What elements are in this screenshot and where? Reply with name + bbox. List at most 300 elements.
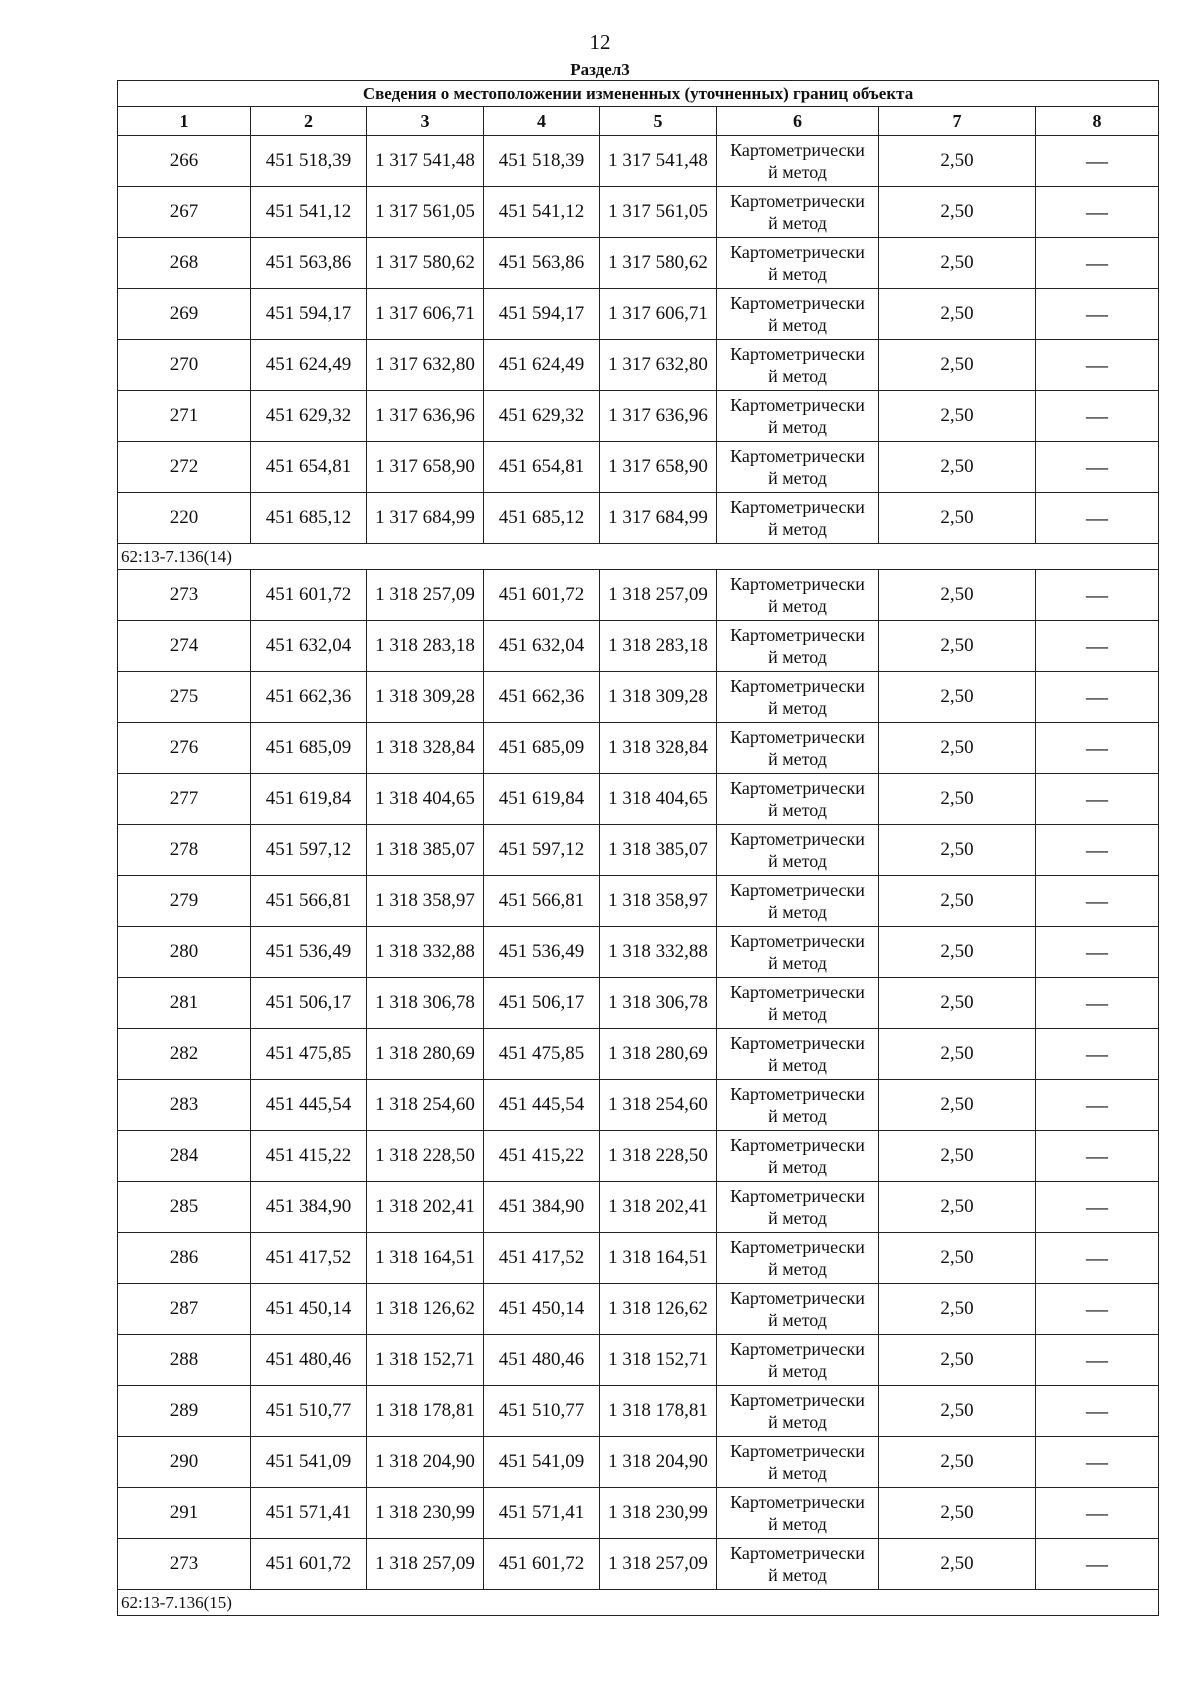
y-new-cell: 1 318 126,62 [600, 1284, 717, 1335]
table-caption: Сведения о местоположении измененных (уточненных) границ объекта [118, 81, 1159, 107]
y-new-cell: 1 318 228,50 [600, 1131, 717, 1182]
y-new-cell: 1 317 636,96 [600, 391, 717, 442]
table-row [118, 238, 1159, 289]
method-line: Картометрически [730, 1288, 865, 1308]
method-line: й метод [768, 1565, 827, 1585]
description-cell: — [1036, 978, 1159, 1029]
point-number-cell: 266 [118, 136, 251, 187]
column-header: 6 [717, 107, 879, 136]
method-line: й метод [768, 1463, 827, 1483]
method-line: Картометрически [730, 1186, 865, 1206]
description-cell: — [1036, 1386, 1159, 1437]
description-cell: — [1036, 1335, 1159, 1386]
accuracy-cell: 2,50 [879, 136, 1036, 187]
x-new-cell: 451 563,86 [484, 238, 600, 289]
y-existing-cell: 1 318 126,62 [367, 1284, 484, 1335]
method-line: Картометрически [730, 1441, 865, 1461]
method-line: й метод [768, 647, 827, 667]
method-cell [717, 391, 879, 442]
table-row [118, 825, 1159, 876]
method-cell [717, 1233, 879, 1284]
method-cell [717, 876, 879, 927]
x-existing-cell: 451 619,84 [251, 774, 367, 825]
table-row [118, 1284, 1159, 1335]
point-number-cell: 285 [118, 1182, 251, 1233]
y-new-cell: 1 317 606,71 [600, 289, 717, 340]
x-new-cell: 451 415,22 [484, 1131, 600, 1182]
accuracy-cell: 2,50 [879, 1437, 1036, 1488]
method-line: й метод [768, 749, 827, 769]
description-cell: — [1036, 391, 1159, 442]
method-line: й метод [768, 366, 827, 386]
group-label-row [118, 544, 1159, 570]
x-new-cell: 451 601,72 [484, 570, 600, 621]
method-cell [717, 187, 879, 238]
table-row [118, 621, 1159, 672]
description-cell: — [1036, 1539, 1159, 1590]
method-line: Картометрически [730, 1339, 865, 1359]
x-new-cell: 451 629,32 [484, 391, 600, 442]
method-line: й метод [768, 417, 827, 437]
method-line: й метод [768, 468, 827, 488]
table-row [118, 187, 1159, 238]
table-row [118, 136, 1159, 187]
table-row [118, 1233, 1159, 1284]
description-cell: — [1036, 927, 1159, 978]
y-new-cell: 1 318 385,07 [600, 825, 717, 876]
x-existing-cell: 451 601,72 [251, 570, 367, 621]
method-line: Картометрически [730, 727, 865, 747]
method-line: й метод [768, 1310, 827, 1330]
y-new-cell: 1 318 283,18 [600, 621, 717, 672]
description-cell: — [1036, 442, 1159, 493]
y-new-cell: 1 318 152,71 [600, 1335, 717, 1386]
y-new-cell: 1 317 658,90 [600, 442, 717, 493]
description-cell: — [1036, 493, 1159, 544]
accuracy-cell: 2,50 [879, 1131, 1036, 1182]
x-existing-cell: 451 450,14 [251, 1284, 367, 1335]
x-existing-cell: 451 597,12 [251, 825, 367, 876]
x-new-cell: 451 601,72 [484, 1539, 600, 1590]
point-number-cell: 276 [118, 723, 251, 774]
x-existing-cell: 451 662,36 [251, 672, 367, 723]
method-line: й метод [768, 1157, 827, 1177]
group-label: 62:13-7.136(15) [118, 1590, 1159, 1616]
method-cell [717, 1182, 879, 1233]
y-existing-cell: 1 318 385,07 [367, 825, 484, 876]
table-row [118, 1029, 1159, 1080]
x-new-cell: 451 445,54 [484, 1080, 600, 1131]
method-line: й метод [768, 1208, 827, 1228]
method-line: Картометрически [730, 1543, 865, 1563]
description-cell: — [1036, 1233, 1159, 1284]
y-existing-cell: 1 318 257,09 [367, 1539, 484, 1590]
method-line: Картометрически [730, 931, 865, 951]
table-row [118, 927, 1159, 978]
method-line: й метод [768, 902, 827, 922]
accuracy-cell: 2,50 [879, 391, 1036, 442]
point-number-cell: 281 [118, 978, 251, 1029]
accuracy-cell: 2,50 [879, 1335, 1036, 1386]
y-existing-cell: 1 318 228,50 [367, 1131, 484, 1182]
accuracy-cell: 2,50 [879, 442, 1036, 493]
y-new-cell: 1 318 358,97 [600, 876, 717, 927]
x-new-cell: 451 685,09 [484, 723, 600, 774]
method-line: Картометрически [730, 574, 865, 594]
description-cell: — [1036, 1437, 1159, 1488]
accuracy-cell: 2,50 [879, 238, 1036, 289]
x-new-cell: 451 518,39 [484, 136, 600, 187]
method-line: Картометрически [730, 625, 865, 645]
x-existing-cell: 451 510,77 [251, 1386, 367, 1437]
x-existing-cell: 451 475,85 [251, 1029, 367, 1080]
x-existing-cell: 451 541,09 [251, 1437, 367, 1488]
y-existing-cell: 1 318 254,60 [367, 1080, 484, 1131]
y-existing-cell: 1 318 358,97 [367, 876, 484, 927]
table-body [118, 136, 1159, 1616]
y-existing-cell: 1 318 230,99 [367, 1488, 484, 1539]
point-number-cell: 287 [118, 1284, 251, 1335]
point-number-cell: 269 [118, 289, 251, 340]
method-line: Картометрически [730, 1135, 865, 1155]
point-number-cell: 280 [118, 927, 251, 978]
point-number-cell: 270 [118, 340, 251, 391]
point-number-cell: 290 [118, 1437, 251, 1488]
description-cell: — [1036, 187, 1159, 238]
description-cell: — [1036, 1284, 1159, 1335]
method-line: Картометрически [730, 344, 865, 364]
accuracy-cell: 2,50 [879, 723, 1036, 774]
y-existing-cell: 1 317 580,62 [367, 238, 484, 289]
y-new-cell: 1 318 230,99 [600, 1488, 717, 1539]
x-new-cell: 451 632,04 [484, 621, 600, 672]
table-row [118, 774, 1159, 825]
x-new-cell: 451 450,14 [484, 1284, 600, 1335]
method-line: й метод [768, 264, 827, 284]
table-row [118, 672, 1159, 723]
y-existing-cell: 1 318 202,41 [367, 1182, 484, 1233]
table-row [118, 1386, 1159, 1437]
y-existing-cell: 1 318 404,65 [367, 774, 484, 825]
x-existing-cell: 451 384,90 [251, 1182, 367, 1233]
y-new-cell: 1 318 332,88 [600, 927, 717, 978]
description-cell: — [1036, 1029, 1159, 1080]
point-number-cell: 268 [118, 238, 251, 289]
x-existing-cell: 451 417,52 [251, 1233, 367, 1284]
x-existing-cell: 451 571,41 [251, 1488, 367, 1539]
x-new-cell: 451 571,41 [484, 1488, 600, 1539]
y-existing-cell: 1 318 283,18 [367, 621, 484, 672]
y-existing-cell: 1 317 606,71 [367, 289, 484, 340]
description-cell: — [1036, 289, 1159, 340]
accuracy-cell: 2,50 [879, 1386, 1036, 1437]
description-cell: — [1036, 723, 1159, 774]
x-new-cell: 451 685,12 [484, 493, 600, 544]
x-existing-cell: 451 480,46 [251, 1335, 367, 1386]
y-existing-cell: 1 317 541,48 [367, 136, 484, 187]
description-cell: — [1036, 672, 1159, 723]
section-title: Раздел3 [570, 60, 630, 79]
group-label-row [118, 1590, 1159, 1616]
y-new-cell: 1 318 257,09 [600, 1539, 717, 1590]
accuracy-cell: 2,50 [879, 825, 1036, 876]
table-row [118, 340, 1159, 391]
y-new-cell: 1 318 204,90 [600, 1437, 717, 1488]
table-row [118, 1080, 1159, 1131]
description-cell: — [1036, 1131, 1159, 1182]
method-line: й метод [768, 851, 827, 871]
y-new-cell: 1 317 632,80 [600, 340, 717, 391]
point-number-cell: 283 [118, 1080, 251, 1131]
x-existing-cell: 451 566,81 [251, 876, 367, 927]
accuracy-cell: 2,50 [879, 978, 1036, 1029]
point-number-cell: 220 [118, 493, 251, 544]
method-line: й метод [768, 698, 827, 718]
x-new-cell: 451 541,12 [484, 187, 600, 238]
accuracy-cell: 2,50 [879, 1182, 1036, 1233]
x-new-cell: 451 624,49 [484, 340, 600, 391]
description-cell: — [1036, 1182, 1159, 1233]
method-cell [717, 1539, 879, 1590]
description-cell: — [1036, 621, 1159, 672]
accuracy-cell: 2,50 [879, 1488, 1036, 1539]
point-number-cell: 284 [118, 1131, 251, 1182]
method-cell [717, 1080, 879, 1131]
method-cell [717, 493, 879, 544]
method-line: Картометрически [730, 1390, 865, 1410]
description-cell: — [1036, 1080, 1159, 1131]
description-cell: — [1036, 238, 1159, 289]
x-existing-cell: 451 541,12 [251, 187, 367, 238]
accuracy-cell: 2,50 [879, 672, 1036, 723]
table-row [118, 1488, 1159, 1539]
x-existing-cell: 451 536,49 [251, 927, 367, 978]
method-cell [717, 238, 879, 289]
y-existing-cell: 1 318 328,84 [367, 723, 484, 774]
y-existing-cell: 1 317 632,80 [367, 340, 484, 391]
method-line: Картометрически [730, 395, 865, 415]
y-existing-cell: 1 318 152,71 [367, 1335, 484, 1386]
x-new-cell: 451 536,49 [484, 927, 600, 978]
method-line: й метод [768, 596, 827, 616]
column-header: 8 [1036, 107, 1159, 136]
accuracy-cell: 2,50 [879, 187, 1036, 238]
table-row [118, 1335, 1159, 1386]
method-cell [717, 289, 879, 340]
method-line: Картометрически [730, 293, 865, 313]
y-existing-cell: 1 317 658,90 [367, 442, 484, 493]
method-cell [717, 978, 879, 1029]
method-line: Картометрически [730, 191, 865, 211]
y-existing-cell: 1 318 280,69 [367, 1029, 484, 1080]
coordinates-table [117, 80, 1159, 1616]
method-line: й метод [768, 1514, 827, 1534]
accuracy-cell: 2,50 [879, 621, 1036, 672]
accuracy-cell: 2,50 [879, 1233, 1036, 1284]
x-new-cell: 451 662,36 [484, 672, 600, 723]
x-existing-cell: 451 506,17 [251, 978, 367, 1029]
y-new-cell: 1 318 280,69 [600, 1029, 717, 1080]
description-cell: — [1036, 136, 1159, 187]
y-new-cell: 1 318 328,84 [600, 723, 717, 774]
method-line: й метод [768, 1361, 827, 1381]
point-number-cell: 274 [118, 621, 251, 672]
method-line: Картометрически [730, 829, 865, 849]
x-existing-cell: 451 594,17 [251, 289, 367, 340]
y-existing-cell: 1 318 332,88 [367, 927, 484, 978]
point-number-cell: 291 [118, 1488, 251, 1539]
table-row [118, 723, 1159, 774]
description-cell: — [1036, 774, 1159, 825]
y-new-cell: 1 318 178,81 [600, 1386, 717, 1437]
x-new-cell: 451 475,85 [484, 1029, 600, 1080]
method-line: Картометрически [730, 676, 865, 696]
y-existing-cell: 1 318 306,78 [367, 978, 484, 1029]
x-new-cell: 451 384,90 [484, 1182, 600, 1233]
x-existing-cell: 451 654,81 [251, 442, 367, 493]
x-new-cell: 451 510,77 [484, 1386, 600, 1437]
table-row [118, 1539, 1159, 1590]
y-existing-cell: 1 317 684,99 [367, 493, 484, 544]
x-new-cell: 451 597,12 [484, 825, 600, 876]
y-new-cell: 1 318 257,09 [600, 570, 717, 621]
point-number-cell: 275 [118, 672, 251, 723]
point-number-cell: 277 [118, 774, 251, 825]
accuracy-cell: 2,50 [879, 1029, 1036, 1080]
x-existing-cell: 451 563,86 [251, 238, 367, 289]
accuracy-cell: 2,50 [879, 493, 1036, 544]
column-header: 2 [251, 107, 367, 136]
method-cell [717, 774, 879, 825]
accuracy-cell: 2,50 [879, 1539, 1036, 1590]
y-new-cell: 1 318 254,60 [600, 1080, 717, 1131]
method-line: Картометрически [730, 140, 865, 160]
x-new-cell: 451 619,84 [484, 774, 600, 825]
method-cell [717, 570, 879, 621]
method-cell [717, 1335, 879, 1386]
method-line: й метод [768, 519, 827, 539]
method-line: й метод [768, 1412, 827, 1432]
method-line: Картометрически [730, 778, 865, 798]
column-header: 3 [367, 107, 484, 136]
method-line: Картометрически [730, 497, 865, 517]
y-new-cell: 1 318 309,28 [600, 672, 717, 723]
accuracy-cell: 2,50 [879, 570, 1036, 621]
x-existing-cell: 451 518,39 [251, 136, 367, 187]
point-number-cell: 289 [118, 1386, 251, 1437]
table-row [118, 442, 1159, 493]
point-number-cell: 288 [118, 1335, 251, 1386]
y-new-cell: 1 318 306,78 [600, 978, 717, 1029]
method-line: Картометрически [730, 880, 865, 900]
x-existing-cell: 451 445,54 [251, 1080, 367, 1131]
x-existing-cell: 451 685,09 [251, 723, 367, 774]
method-line: й метод [768, 1106, 827, 1126]
y-existing-cell: 1 318 257,09 [367, 570, 484, 621]
method-cell [717, 927, 879, 978]
table-row [118, 1131, 1159, 1182]
accuracy-cell: 2,50 [879, 927, 1036, 978]
column-header: 1 [118, 107, 251, 136]
point-number-cell: 272 [118, 442, 251, 493]
method-line: Картометрически [730, 1492, 865, 1512]
y-new-cell: 1 317 561,05 [600, 187, 717, 238]
y-new-cell: 1 317 684,99 [600, 493, 717, 544]
x-new-cell: 451 654,81 [484, 442, 600, 493]
method-cell [717, 442, 879, 493]
point-number-cell: 273 [118, 1539, 251, 1590]
method-line: Картометрически [730, 1237, 865, 1257]
description-cell: — [1036, 876, 1159, 927]
method-line: Картометрически [730, 242, 865, 262]
method-cell [717, 1284, 879, 1335]
point-number-cell: 279 [118, 876, 251, 927]
description-cell: — [1036, 825, 1159, 876]
point-number-cell: 282 [118, 1029, 251, 1080]
column-header: 4 [484, 107, 600, 136]
method-cell [717, 1488, 879, 1539]
accuracy-cell: 2,50 [879, 340, 1036, 391]
description-cell: — [1036, 340, 1159, 391]
column-header: 5 [600, 107, 717, 136]
y-existing-cell: 1 317 636,96 [367, 391, 484, 442]
x-new-cell: 451 480,46 [484, 1335, 600, 1386]
y-existing-cell: 1 317 561,05 [367, 187, 484, 238]
method-cell [717, 136, 879, 187]
description-cell: — [1036, 570, 1159, 621]
method-line: й метод [768, 213, 827, 233]
method-cell [717, 1029, 879, 1080]
x-existing-cell: 451 415,22 [251, 1131, 367, 1182]
method-line: й метод [768, 800, 827, 820]
method-line: Картометрически [730, 446, 865, 466]
y-new-cell: 1 318 202,41 [600, 1182, 717, 1233]
method-cell [717, 672, 879, 723]
method-cell [717, 340, 879, 391]
table-row [118, 391, 1159, 442]
method-line: й метод [768, 1004, 827, 1024]
method-line: Картометрически [730, 1033, 865, 1053]
method-cell [717, 1131, 879, 1182]
accuracy-cell: 2,50 [879, 1080, 1036, 1131]
method-line: Картометрически [730, 982, 865, 1002]
table-row [118, 876, 1159, 927]
x-existing-cell: 451 601,72 [251, 1539, 367, 1590]
table-row [118, 289, 1159, 340]
x-new-cell: 451 417,52 [484, 1233, 600, 1284]
accuracy-cell: 2,50 [879, 876, 1036, 927]
method-cell [717, 621, 879, 672]
group-label: 62:13-7.136(14) [118, 544, 1159, 570]
y-existing-cell: 1 318 309,28 [367, 672, 484, 723]
method-line: Картометрически [730, 1084, 865, 1104]
x-existing-cell: 451 632,04 [251, 621, 367, 672]
y-existing-cell: 1 318 204,90 [367, 1437, 484, 1488]
column-header: 7 [879, 107, 1036, 136]
point-number-cell: 273 [118, 570, 251, 621]
y-new-cell: 1 317 580,62 [600, 238, 717, 289]
method-line: й метод [768, 1259, 827, 1279]
table-row [118, 1182, 1159, 1233]
y-new-cell: 1 317 541,48 [600, 136, 717, 187]
y-new-cell: 1 318 164,51 [600, 1233, 717, 1284]
y-existing-cell: 1 318 164,51 [367, 1233, 484, 1284]
y-new-cell: 1 318 404,65 [600, 774, 717, 825]
page-number: 12 [589, 30, 611, 54]
x-new-cell: 451 566,81 [484, 876, 600, 927]
point-number-cell: 278 [118, 825, 251, 876]
table-row [118, 978, 1159, 1029]
